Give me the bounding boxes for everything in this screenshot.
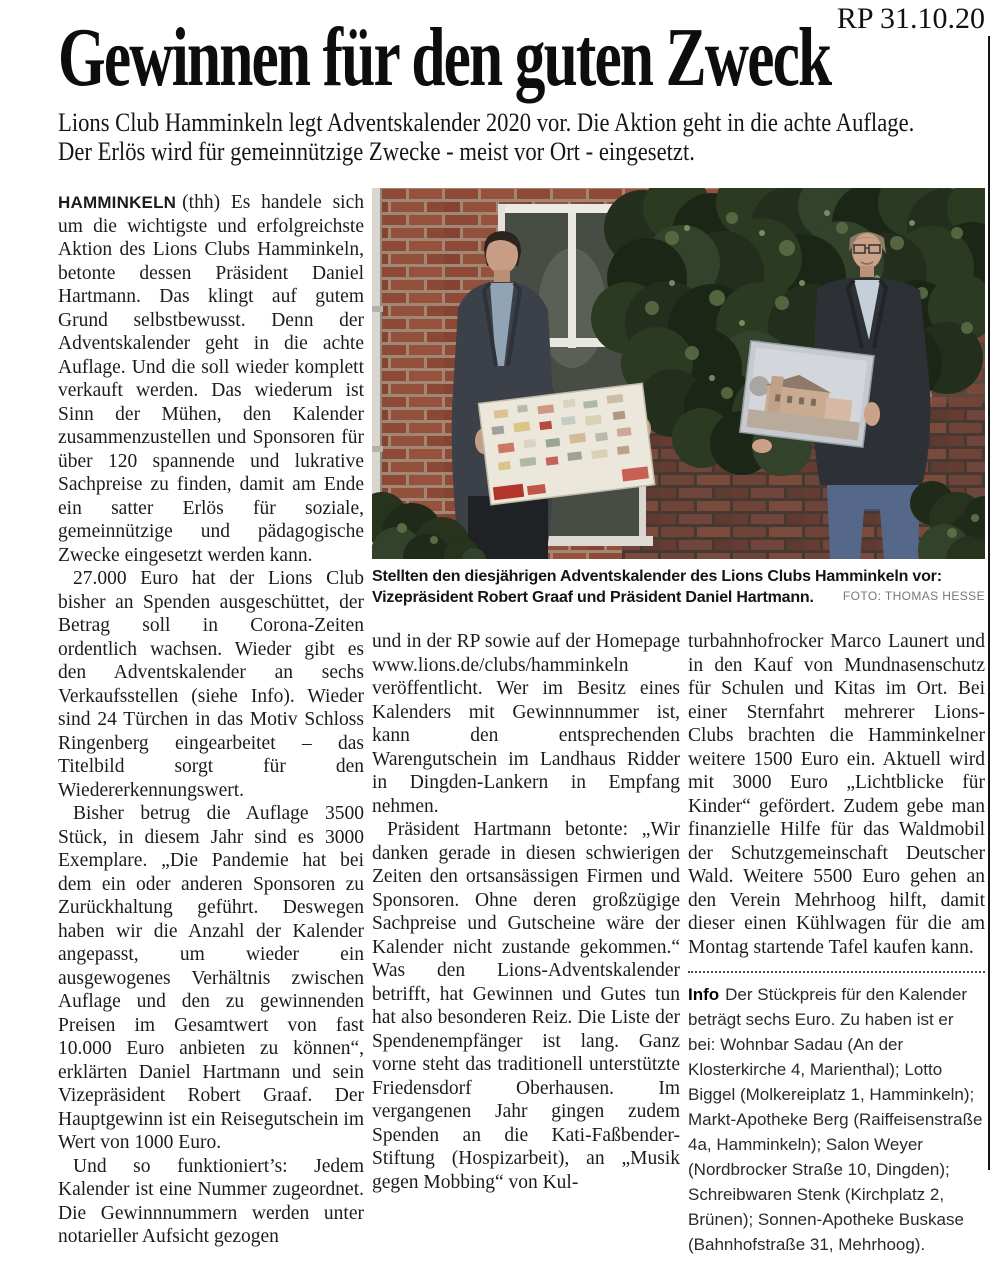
info-box-text: Der Stückpreis für den Kalender beträgt sechs Euro. Zu haben ist er bei: Wohnbar Sadau (An der Klosterkirche 4, Marienthal); Lotto Biggel (Molkereiplatz 1, Hamminkeln); Markt-Apotheke Berg (Raiffeisenstraße 4a, Hamminkeln); Salon Weyer (Nordbrocker Straße 10, Dingden); Schreibwaren Stenk (Kirchplatz 2, Brünen); Sonnen-Apotheke Buskase (Bahnhofstraße 31, Mehrhoog).	[688, 985, 983, 1254]
article-column-3	[688, 630, 985, 1257]
article-paragraph: Präsident Hartmann betonte: „Wir danken gerade in diesen schwierigen Zeiten den ortsansässigen Firmen und Sponsoren. Ohne deren großzügige Sachpreise und Gutscheine wäre der Kalender nicht zustande gekommen.“ Was den Lions-Adventskalender betrifft, hat Gewinnen und Gutes tun hat also besonderen Reiz. Die Liste der Spendenempfänger ist lang. Ganz vorne steht das traditionell unterstützte Friedensdorf Oberhausen. Im vergangenen Jahr gingen zudem Spenden an die Kati-Faßbender-Stiftung (Hospizarbeit), an „Musik gegen Mobbing“ von Kul-	[372, 819, 680, 1193]
hand-right-man	[752, 439, 772, 453]
advent-calendar-right	[740, 341, 874, 447]
article-column-2	[372, 630, 680, 1194]
column-divider-rule	[988, 36, 990, 1170]
edition-date: RP 31.10.20	[836, 2, 985, 35]
photo-credit: FOTO: THOMAS HESSE	[842, 589, 985, 603]
article-paragraph: Und so funktioniert’s: Jedem Kalender ist eine Nummer zugeordnet. Die Gewinnnummern werden unter notarieller Aufsicht gezogen	[58, 1155, 364, 1247]
caption-text: Stellten den diesjährigen Adventskalender des Lions Clubs Hamminkeln vor: Vizepräsident Robert Graaf und Präsident Daniel Hartmann.	[372, 568, 942, 606]
hand-right-man	[864, 402, 880, 426]
article-paragraph: Bisher betrug die Auflage 3500 Stück, in diesem Jahr sind es 3000 Exemplare. „Die Pandemie hat bei dem ein oder anderen Sponsoren zu Zurückhaltung geführt. Deswegen haben wir die Anzahl der Kalender angepasst, um wieder ein ausgewogenes Verhältnis zwischen Auflage und den zu gewinnenden Preisen im Gesamtwert von fast 10.000 Euro anbieten zu können“, erklärten Daniel Hartmann und sein Vizepräsident Robert Graaf. Der Hauptgewinn ist ein Reisegutschein im Wert von 1000 Euro.	[58, 803, 364, 1153]
headline: Gewinnen für den guten Zweck	[58, 11, 831, 104]
info-box-label: Info	[688, 985, 720, 1004]
article-paragraph: turbahnhofrocker Marco Launert und in den Kauf von Mundnasenschutz für Schulen und Kitas im Ort. Bei einer Sternfahrt mehrerer Lions-Clubs brachten die Hamminkelner weitere 1500 Euro ein. Aktuell wird mit 3000 Euro „Lichtblicke für Kinder“ gefördert. Zudem gebe man finanzielle Hilfe für das Waldmobil der Schutzgemeinschaft Deutscher Wald. Weitere 5500 Euro gehen an den Verein Mehrhoog hilft, damit dieser einen Kühlwagen für die am Montag startende Tafel kaufen kann.	[688, 631, 985, 958]
article-paragraph: und in der RP sowie auf der Homepage www.lions.de/clubs/hamminkeln veröffentlicht. Wer im Besitz eines Kalenders mit Gewinnnummer ist, kann den entsprechenden Warengutschein im Landhaus Ridder in Dingden-Lankern in Empfang nehmen.	[372, 631, 680, 817]
article-paragraph: 27.000 Euro hat der Lions Club bisher an Spenden ausgeschüttet, der Betrag soll in Corona-Zeiten ordentlich wachsen. Wieder gibt es den Adventskalender an sechs Verkaufsstellen (siehe Info). Wieder sind 24 Türchen in das Motiv Schloss Ringenberg eingearbeitet – das Titelbild sorgt für den Wiedererkennungswert.	[58, 568, 364, 801]
subheadline: Lions Club Hamminkeln legt Adventskalender 2020 vor. Die Aktion geht in die achte Auflage. Der Erlös wird für gemeinnützige Zwecke - meist vor Ort - eingesetzt.	[58, 108, 915, 166]
article-column-1	[58, 191, 364, 1249]
paragraph-text: (thh) Es handele sich um die wichtigste und erfolgreichste Aktion des Lions Clubs Hamminkeln, betonte dessen Präsident Daniel Hartmann. Das klingt auf gutem Grund selbstbewusst. Denn der Adventskalender geht in die achte Auflage. Und die soll wieder komplett verkauft werden. Das wiederum ist Sinn der Mühen, den Kalender zusammenzustellen und Sponsoren für über 120 spannende und lukrative Sachpreise zu finden, damit am Ende ein satter Erlös für soziale, gemeinnützige und pädagogische Zwecke eingesetzt werden kann.	[58, 192, 364, 566]
photo-caption	[372, 566, 985, 608]
dateline-location: HAMMINKELN	[58, 193, 177, 212]
advent-calendar-left	[479, 383, 655, 504]
info-box	[688, 971, 985, 1257]
article-paragraph	[58, 191, 364, 567]
article-photo	[372, 188, 985, 559]
